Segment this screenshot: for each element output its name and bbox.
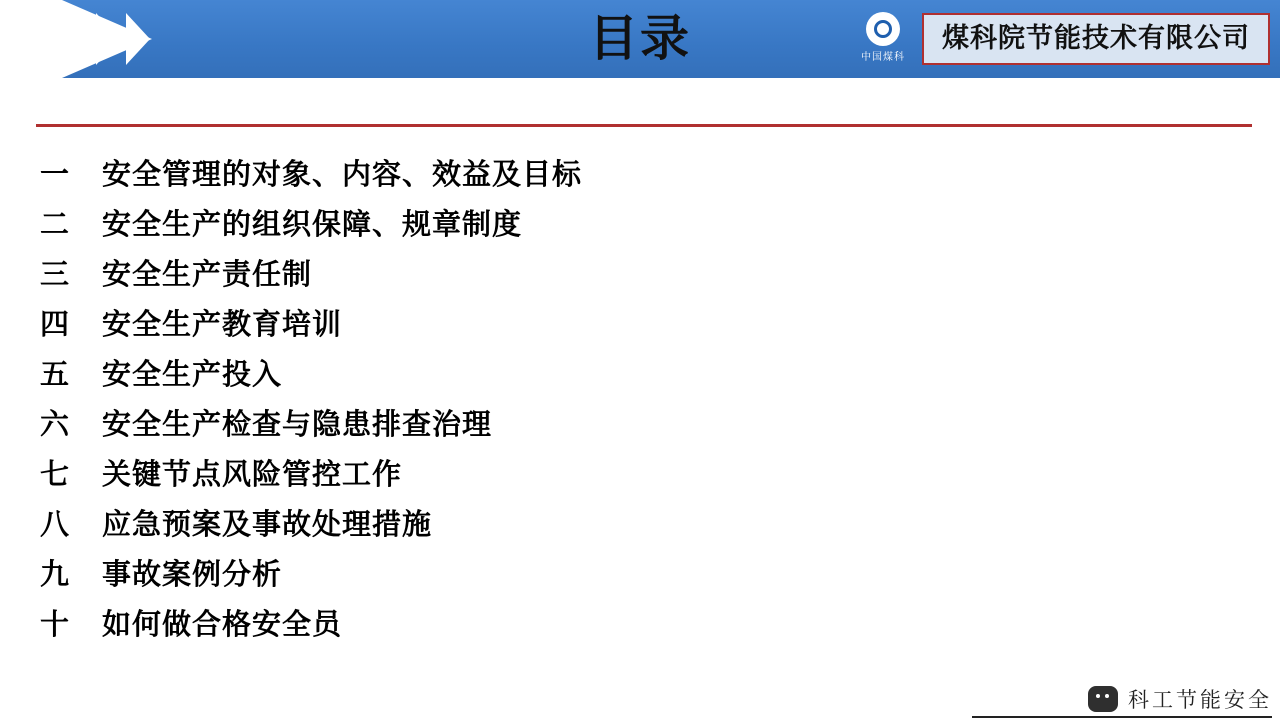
page-title: 目录 bbox=[588, 10, 691, 67]
table-of-contents bbox=[40, 152, 1140, 652]
logo-caption: 中国煤科 bbox=[861, 52, 905, 63]
slide-header bbox=[0, 0, 1280, 78]
item-label: 如何做合格安全员 bbox=[102, 607, 343, 641]
item-label: 关键节点风险管控工作 bbox=[102, 457, 403, 491]
item-label: 安全生产投入 bbox=[102, 357, 283, 391]
wechat-icon bbox=[1088, 686, 1118, 712]
item-number: 四 bbox=[40, 307, 71, 341]
item-label: 事故案例分析 bbox=[102, 557, 283, 591]
watermark-text: 科工节能安全 bbox=[1128, 688, 1272, 712]
item-number: 三 bbox=[40, 257, 71, 291]
footer-watermark bbox=[1088, 684, 1272, 714]
divider bbox=[36, 124, 1252, 127]
list-item[interactable] bbox=[40, 352, 1140, 402]
item-number: 九 bbox=[40, 557, 71, 591]
company-name-box: 煤科院节能技术有限公司 bbox=[922, 13, 1270, 65]
item-label: 安全生产检查与隐患排查治理 bbox=[102, 407, 493, 441]
list-item[interactable] bbox=[40, 302, 1140, 352]
list-item[interactable] bbox=[40, 402, 1140, 452]
item-label: 安全生产的组织保障、规章制度 bbox=[102, 207, 523, 241]
item-number: 十 bbox=[40, 607, 71, 641]
item-number: 五 bbox=[40, 357, 71, 391]
item-number: 一 bbox=[40, 157, 71, 191]
item-label: 应急预案及事故处理措施 bbox=[102, 507, 433, 541]
item-label: 安全生产教育培训 bbox=[102, 307, 343, 341]
list-item[interactable] bbox=[40, 152, 1140, 202]
item-label: 安全生产责任制 bbox=[102, 257, 313, 291]
item-number: 七 bbox=[40, 457, 71, 491]
list-item[interactable] bbox=[40, 202, 1140, 252]
item-number: 六 bbox=[40, 407, 71, 441]
list-item[interactable] bbox=[40, 452, 1140, 502]
coal-science-logo-icon bbox=[866, 12, 900, 46]
list-item[interactable] bbox=[40, 252, 1140, 302]
brand-logo bbox=[854, 12, 912, 68]
list-item[interactable] bbox=[40, 552, 1140, 602]
footer-underline bbox=[972, 716, 1272, 718]
item-label: 安全管理的对象、内容、效益及目标 bbox=[102, 157, 583, 191]
list-item[interactable] bbox=[40, 502, 1140, 552]
item-number: 二 bbox=[40, 207, 71, 241]
list-item[interactable] bbox=[40, 602, 1140, 652]
item-number: 八 bbox=[40, 507, 71, 541]
